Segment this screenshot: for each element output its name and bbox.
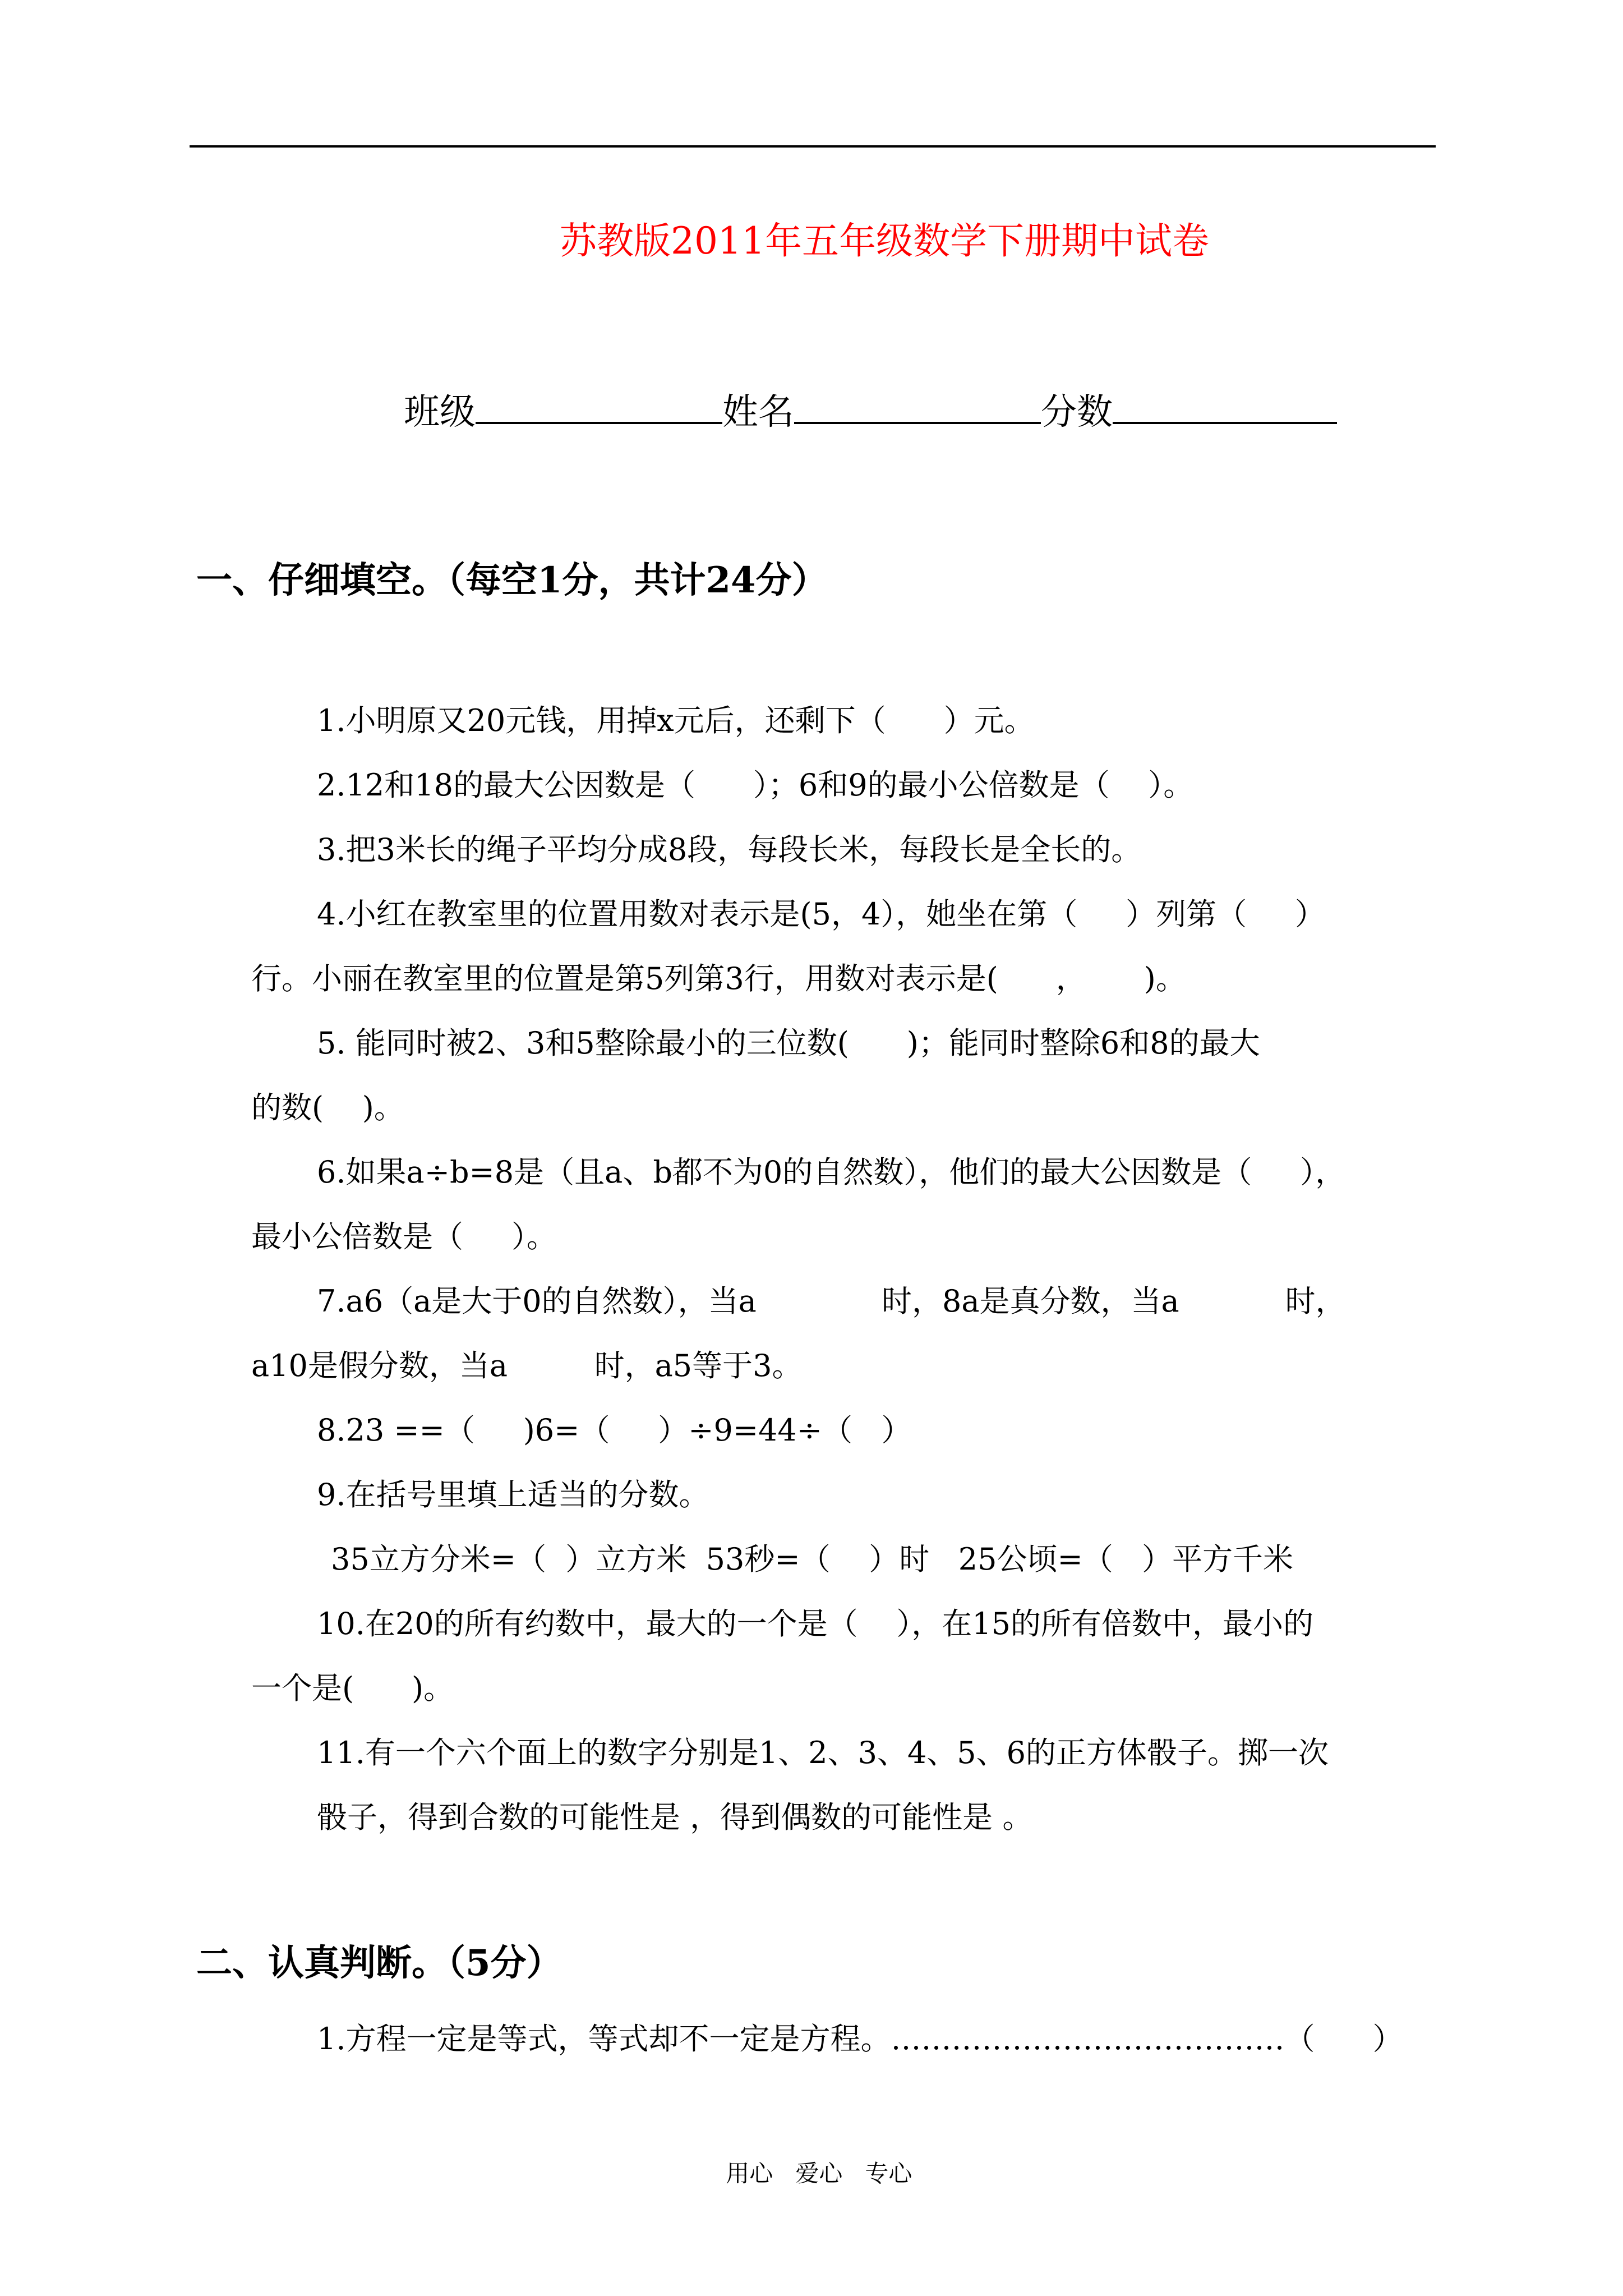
page-footer: 用心 爱心 专心 — [726, 2160, 912, 2187]
question-line: 行。小丽在教室里的位置是第5列第3行，用数对表示是( ， )。 — [251, 961, 1186, 996]
question-line: 的数( )。 — [251, 1090, 404, 1125]
class-blank[interactable] — [476, 381, 722, 424]
question-line: 8.23 ==（ )6=（ ）÷9=44÷（ ） — [317, 1412, 912, 1448]
question-line: 5. 能同时被2、3和5整除最小的三位数( )；能同时整除6和8的最大 — [317, 1025, 1260, 1061]
name-blank[interactable] — [794, 381, 1041, 424]
score-blank[interactable] — [1113, 381, 1337, 424]
section2-heading: 二、认真判断。（5分） — [196, 1942, 562, 1984]
question-line: 骰子，得到合数的可能性是 ，得到偶数的可能性是 。 — [317, 1800, 1033, 1835]
question-line: 1.方程一定是等式，等式却不一定是方程。…………………………………（ ） — [317, 2021, 1403, 2056]
question-line: 9.在括号里填上适当的分数。 — [317, 1477, 709, 1512]
question-line: a10是假分数，当a 时，a5等于3。 — [251, 1348, 803, 1383]
page-title: 苏教版2011年五年级数学下册期中试卷 — [560, 219, 1209, 263]
score-label: 分数 — [1041, 392, 1113, 433]
name-label: 姓名 — [722, 392, 794, 433]
class-label: 班级 — [404, 392, 476, 433]
question-line: 2.12和18的最大公因数是（ ）；6和9的最小公倍数是（ ）。 — [317, 767, 1194, 803]
question-line: 6.如果a÷b=8是（且a、b都不为0的自然数），他们的最大公因数是（ ）， — [317, 1154, 1346, 1190]
student-info-row — [404, 381, 1337, 440]
section1-heading: 一、仔细填空。（每空1分，共计24分） — [196, 559, 828, 601]
question-line: 最小公倍数是（ ）。 — [251, 1219, 557, 1254]
header-rule — [190, 145, 1436, 148]
question-line: 11.有一个六个面上的数字分别是1、2、3、4、5、6的正方体骰子。掷一次 — [317, 1735, 1329, 1770]
question-line: 7.a6（a是大于0的自然数），当a 时，8a是真分数，当a 时， — [317, 1283, 1346, 1319]
question-line: 一个是( )。 — [251, 1671, 454, 1706]
question-line: 10.在20的所有约数中，最大的一个是（ ），在15的所有倍数中，最小的 — [317, 1606, 1313, 1641]
question-line: 1.小明原又20元钱，用掉x元后，还剩下（ ）元。 — [317, 703, 1035, 738]
question-line: 3.把3米长的绳子平均分成8段，每段长米，每段长是全长的。 — [317, 832, 1142, 867]
question-line: 35立方分米=（ ）立方米 53秒=（ ）时 25公顷=（ ）平方千米 — [331, 1542, 1294, 1577]
question-line: 4.小红在教室里的位置用数对表示是(5，4），她坐在第（ ）列第（ ） — [317, 896, 1325, 932]
